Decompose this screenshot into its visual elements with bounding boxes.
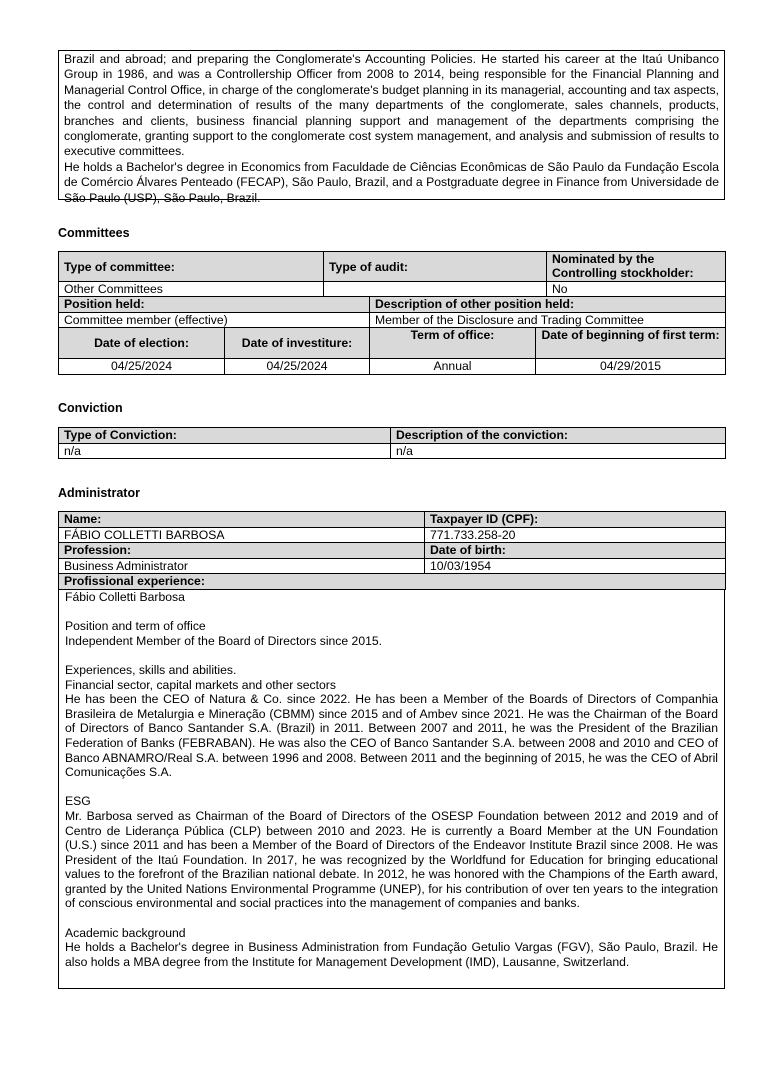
- description-position-value: Member of the Disclosure and Trading Committee: [370, 313, 726, 328]
- name-label: Name:: [59, 512, 425, 528]
- nominated-value: No: [547, 282, 726, 297]
- date-of-election-label: Date of election:: [59, 328, 225, 359]
- esg-heading: ESG: [65, 794, 91, 809]
- type-of-audit-label: Type of audit:: [324, 252, 547, 282]
- experience-name: Fábio Colletti Barbosa: [65, 590, 185, 604]
- description-conviction-value: n/a: [391, 444, 726, 459]
- name-value: FÁBIO COLLETTI BARBOSA: [59, 528, 425, 543]
- date-of-election-value: 04/25/2024: [59, 359, 225, 375]
- date-of-birth-label: Date of birth:: [425, 543, 726, 559]
- position-held-label: Position held:: [59, 297, 370, 313]
- committees-heading: Committees: [58, 226, 130, 240]
- professional-experience-label: Profissional experience:: [59, 574, 726, 590]
- date-of-birth-value: 10/03/1954: [425, 559, 726, 574]
- administrator-heading: Administrator: [58, 486, 140, 500]
- position-text: Independent Member of the Board of Directors since 2015.: [65, 633, 383, 648]
- previous-experience-box: [58, 50, 725, 205]
- type-of-committee-label: Type of committee:: [59, 252, 324, 282]
- profession-value: Business Administrator: [59, 559, 425, 574]
- committees-table-top: [58, 251, 726, 297]
- conviction-heading: Conviction: [58, 401, 123, 415]
- term-of-office-label: Term of office:: [370, 328, 536, 359]
- position-heading: Position and term of office: [65, 619, 206, 634]
- type-of-audit-value: [324, 282, 547, 297]
- skills-text: He has been the CEO of Natura & Co. since 2022. He has been a Member of the Boards of Directors of Companhia Brasileira de Metalurgia e Mineração (CBMM) since 2015 and of Ambev since 2021. He was the Chairman of the Board of Directors of Banco Santander S.A. (Brazil) in 2011. Between 2007 and 2011, he was the President of the Brazilian Federation of Banks (FEBRABAN). He was also the CEO of Banco Santander S.A. between 2008 and 2010 and CEO of Banco ABNAMRO/Real S.A. between 1996 and 2008. Between 2011 and the beginning of 2015, he was the CEO of Abril Comunicações S.A.: [65, 692, 718, 780]
- committees-table-position: [58, 296, 726, 328]
- date-first-term-value: 04/29/2015: [536, 359, 726, 375]
- intro-paragraph-2: He holds a Bachelor's degree in Economics from Faculdade de Ciências Econômicas de São Paulo da Fundação Escola de Comércio Álvares Penteado (FECAP), São Paulo, Brazil, and a Postgraduate degree in Finance from Universidade de São Paulo (USP), São Paulo, Brazil.: [64, 159, 719, 205]
- date-of-investiture-value: 04/25/2024: [225, 359, 370, 375]
- taxpayer-id-label: Taxpayer ID (CPF):: [425, 512, 726, 528]
- academic-heading: Academic background: [65, 925, 186, 940]
- position-held-value: Committee member (effective): [59, 313, 370, 328]
- description-conviction-label: Description of the conviction:: [391, 428, 726, 444]
- profession-label: Profession:: [59, 543, 425, 559]
- taxpayer-id-value: 771.733.258-20: [425, 528, 726, 543]
- skills-heading: Experiences, skills and abilities.: [65, 662, 237, 677]
- type-of-conviction-value: n/a: [59, 444, 391, 459]
- type-of-committee-value: Other Committees: [59, 282, 324, 297]
- academic-text: He holds a Bachelor's degree in Business Administration from Fundação Getulio Vargas (FGV), São Paulo, Brazil. He also holds a MBA degree from the Institute for Management Development (IMD), Lausanne, Switzerland.: [65, 940, 718, 969]
- conviction-table: [58, 427, 726, 459]
- skills-subheading: Financial sector, capital markets and other sectors: [65, 677, 336, 692]
- committees-table-dates: [58, 327, 726, 375]
- administrator-table: [58, 511, 726, 590]
- esg-text: Mr. Barbosa served as Chairman of the Board of Directors of the OSESP Foundation between 2012 and 2019 and of Centro de Liderança Pública (CLP) between 2010 and 2023. He is currently a Board Member at the UN Foundation (U.S.) since 2011 and has been a Member of the Board of Directors of the Endeavor Institute Brazil since 2008. He was President of the Itaú Foundation. In 2017, he was recognized by the Worldfund for Education for bringing educational values to the forefront of the Brazilian national debate. In 2012, he was honored with the Champions of the Earth award, granted by the United Nations Environmental Programme (UNEP), for his contribution of over ten years to the integration of conscious environmental and social practices into the management of companies and banks.: [65, 808, 718, 911]
- nominated-label: Nominated by the Controlling stockholder:: [547, 252, 726, 282]
- term-of-office-value: Annual: [370, 359, 536, 375]
- type-of-conviction-label: Type of Conviction:: [59, 428, 391, 444]
- intro-paragraph-1: Brazil and abroad; and preparing the Conglomerate's Accounting Policies. He started his career at the Itaú Unibanco Group in 1986, and was a Controllership Officer from 2008 to 2014, being responsible for the Financial Planning and Managerial Control Office, in charge of the conglomerate's budget planning in its managerial, accounting and tax aspects, the control and determination of results of the many departments of the conglomerate, sales channels, products, branches and clients, business financial planning support and management of the departments comprising the conglomerate, granting support to the conglomerate cost system management, and analysis and submission of results to executive committees.: [64, 52, 719, 159]
- date-of-investiture-label: Date of investiture:: [225, 328, 370, 359]
- date-first-term-label: Date of beginning of first term:: [536, 328, 726, 359]
- professional-experience-box: [58, 589, 725, 989]
- description-position-label: Description of other position held:: [370, 297, 726, 313]
